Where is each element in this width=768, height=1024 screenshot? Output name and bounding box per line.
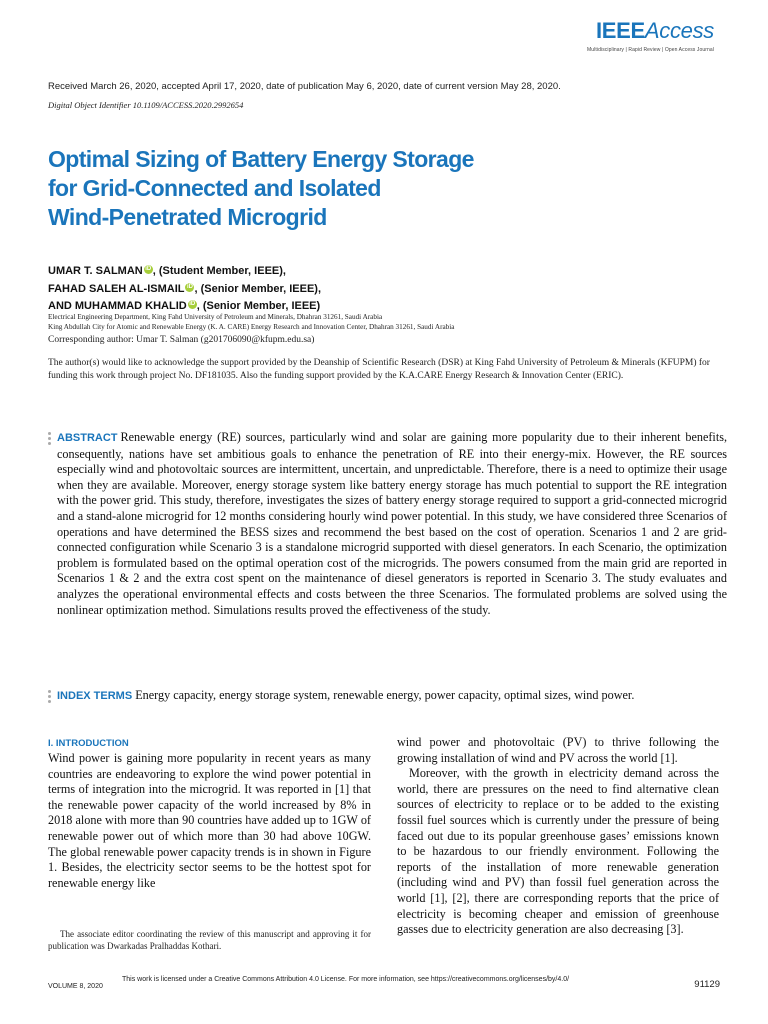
abstract-text: Renewable energy (RE) sources, particularly wind and solar are gaining more popularity due to their inherent benefits, consequently, nations have set ambitious goals to enhance the penetration of RE into their energy-mix. However, the RE sources especially wind and photovoltaic sources are intermittent, uncertain, and unpredictable. Therefore, there is a need to optimize their usage when they are available. Moreover, energy storage system like battery energy storage has much potential to support the RE integration with the power grid. This study, therefore, investigates the sizes of battery energy storage required to support a grid-connected microgrid and a stand-alone microgrid for 12 months considering hourly wind power potential. In this study, we have considered three Scenarios of operations and have determined the BESS sizes and recommend the best based on the cost of operation. Scenarios 1 and 2 are grid-connected configuration while Scenario 3 is a standalone microgrid supported with diesel generators. In each Scenario, the optimization problem is formulated based on the optimal operation cost of the microgrids. The powers consumed from the main grid are reported in Scenarios 1 & 2 and the extra cost spent on the maintenance of diesel generators is reported in Scenario 3. The study evaluates and analyzes the operational environmental effects and costs between the three Scenarios. The formulated problems are solved using the nonlinear optimization method. Simulations results proved the effectiveness of the study. <box>57 430 727 617</box>
author-role: , (Senior Member, IEEE), <box>194 282 322 295</box>
paragraph: wind power and photovoltaic (PV) to thrive following the growing installation of wind and PV across the world [1]. <box>397 735 719 765</box>
paper-title <box>48 145 474 232</box>
doi-line: Digital Object Identifier 10.1109/ACCESS.2020.2992654 <box>48 100 244 110</box>
editor-footnote: The associate editor coordinating the review of this manuscript and approving it for publication was Dwarkadas Pralhaddas Kothari. <box>48 929 371 951</box>
orcid-icon[interactable]: iD <box>189 301 196 307</box>
author-role: , (Senior Member, IEEE) <box>196 300 321 312</box>
section-heading: I. INTRODUCTION <box>48 738 129 749</box>
index-terms-text: Energy capacity, energy storage system, renewable energy, power capacity, optimal sizes, wind power. <box>135 688 635 702</box>
author-list <box>48 263 321 316</box>
title-line: Wind-Penetrated Microgrid <box>48 204 327 230</box>
title-line: Optimal Sizing of Battery Energy Storage <box>48 146 474 172</box>
affiliation-line: Electrical Engineering Department, King Fahd University of Petroleum and Minerals, Dhahran 31261, Saudi Arabia <box>48 313 383 321</box>
acknowledgment: The author(s) would like to acknowledge the support provided by the Deanship of Scientific Research (DSR) at King Fahd University of Petroleum & Minerals (KFUPM) for funding this work through project No. DF181035. Also the funding support provided by the K.A.CARE Energy Research & Innovation Center (ERIC). <box>48 358 710 381</box>
author-entry <box>48 263 321 281</box>
affiliation-line: King Abdullah City for Atomic and Renewable Energy (K. A. CARE) Energy Research and Innovation Center, Dhahran 31261, Saudi Arabia <box>48 323 455 331</box>
journal-logo <box>587 19 714 53</box>
paragraph: Moreover, with the growth in electricity demand across the world, there are pressures on the need to find alternative clean sources of electricity to replace or to be added to the existing fossil fuel sources which is currently under the pressure of being faced out due to its popular greenhouse gases’ emissions known to be hazardous to our friendly environment. Following the reports of the installation of more renewable generation (including wind and PV) than fossil fuel generation across the world [1], [2], there are corresponding reports that the price of electricity is becoming cheaper and emission of greenhouse gasses due to electricity generation are also decreasing [3]. <box>397 766 719 937</box>
body-column-left <box>48 751 371 891</box>
orcid-icon[interactable]: iD <box>145 266 152 272</box>
volume-label: VOLUME 8, 2020 <box>48 983 103 990</box>
index-terms-label: INDEX TERMS <box>57 690 133 702</box>
abstract-label: ABSTRACT <box>57 432 118 444</box>
orcid-icon[interactable]: iD <box>186 283 193 290</box>
title-line: for Grid-Connected and Isolated <box>48 175 381 201</box>
author-name: FAHAD SALEH AL-ISMAIL <box>48 282 185 295</box>
abstract <box>57 430 727 618</box>
body-column-right <box>397 735 719 938</box>
author-name: AND MUHAMMAD KHALID <box>48 300 187 312</box>
received-dates: Received March 26, 2020, accepted April 17, 2020, date of publication May 6, 2020, date of current version May 28, 2020. <box>48 81 561 92</box>
section-marker-dots <box>48 690 51 705</box>
corresponding-author: Corresponding author: Umar T. Salman (g201706090@kfupm.edu.sa) <box>48 335 315 345</box>
author-role: , (Student Member, IEEE), <box>152 265 286 277</box>
page-number: 91129 <box>694 979 720 990</box>
section-marker-dots <box>48 432 51 447</box>
logo-wordmark: IEEEAccess <box>595 18 714 43</box>
logo-tagline: Multidisciplinary | Rapid Review | Open Access Journal <box>587 47 714 53</box>
license-note: This work is licensed under a Creative Commons Attribution 4.0 License. For more information, see https://creativecommons.org/licenses/by/4.0/ <box>122 976 570 983</box>
affiliations <box>48 312 454 332</box>
author-entry <box>48 281 321 299</box>
index-terms <box>57 688 727 705</box>
author-name: UMAR T. SALMAN <box>48 265 143 277</box>
paragraph: Wind power is gaining more popularity in recent years as many countries are endeavoring to explore the wind power potential in terms of integration into the microgrid. It was reported in [1] that the renewable power capacity of the world increased by 8% in 2018 alone with more than 90 countries have added up to 1GW of renewable power out of which more than 30 had above 10GW. The global renewable power capacity trends is in shown in Figure 1. Besides, the electricity sector seems to be the hottest spot for renewable energy like <box>48 751 371 890</box>
